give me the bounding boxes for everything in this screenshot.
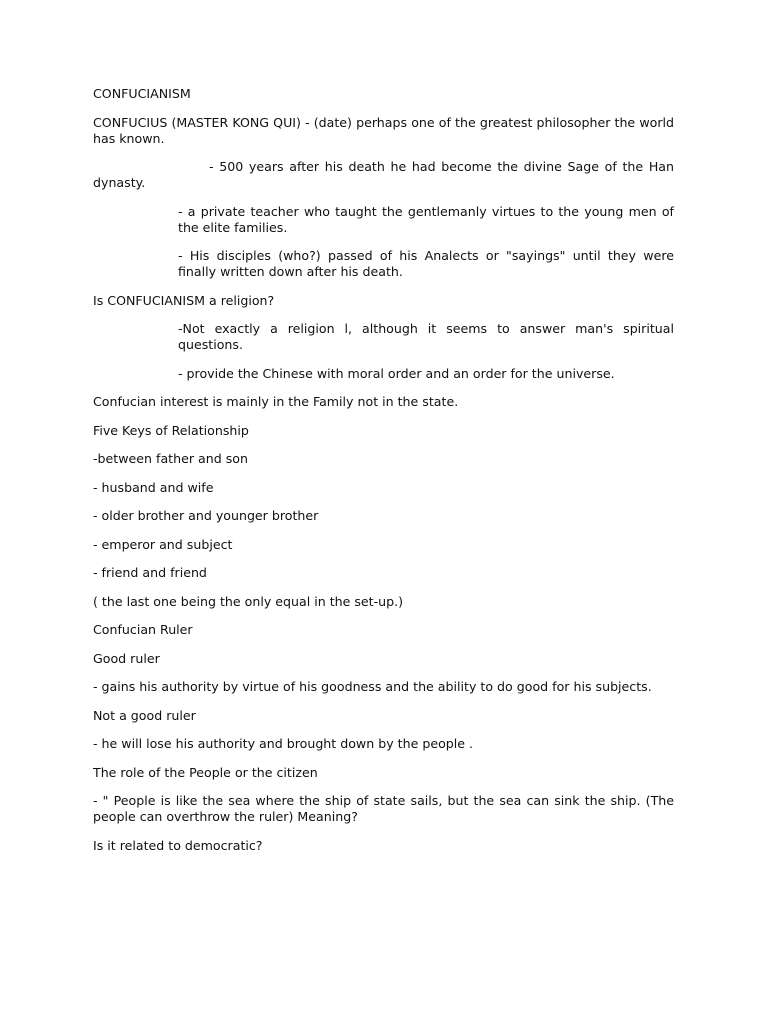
- paragraph-family-interest: Confucian interest is mainly in the Family not in the state.: [93, 394, 459, 409]
- list-item-emperor-subject: - emperor and subject: [93, 536, 233, 552]
- heading-religion-question: Is CONFUCIANISM a religion?: [93, 292, 275, 308]
- paragraph-equal-note: ( the last one being the only equal in the set-up.): [93, 593, 404, 609]
- paragraph-moral-order: - provide the Chinese with moral order and an order for the universe.: [178, 365, 615, 381]
- paragraph-not-religion: -Not exactly a religion l, although it seems to answer man's spiritual questions.: [178, 321, 674, 352]
- paragraph-not-good-ruler: - he will lose his authority and brought down by the people .: [93, 736, 474, 751]
- document-body: [93, 86, 674, 866]
- list-item-father-son: -between father and son: [93, 451, 248, 466]
- paragraph-divine-sage: - 500 years after his death he had become the divine Sage of the Han dynasty.: [93, 159, 674, 190]
- paragraph-democratic-question: Is it related to democratic?: [93, 837, 263, 853]
- paragraph-good-ruler: - gains his authority by virtue of his goodness and the ability to do good for his subjects.: [93, 679, 652, 694]
- document-title: CONFUCIANISM: [93, 86, 191, 101]
- heading-confucian-ruler: Confucian Ruler: [93, 622, 193, 637]
- paragraph-sea-quote: - " People is like the sea where the ship of state sails, but the sea can sink the ship. (The people can overthrow the ruler) Meaning?: [93, 793, 674, 824]
- list-item-husband-wife: - husband and wife: [93, 479, 214, 495]
- heading-good-ruler: Good ruler: [93, 650, 160, 666]
- list-item-friends: - friend and friend: [93, 565, 207, 580]
- heading-not-good-ruler: Not a good ruler: [93, 707, 196, 723]
- heading-role-of-people: The role of the People or the citizen: [93, 764, 318, 780]
- paragraph-disciples: - His disciples (who?) passed of his Analects or "sayings" until they were finally written down after his death.: [178, 248, 674, 279]
- paragraph-private-teacher: - a private teacher who taught the gentlemanly virtues to the young men of the elite families.: [178, 203, 674, 235]
- list-item-brothers: - older brother and younger brother: [93, 508, 319, 523]
- heading-five-keys: Five Keys of Relationship: [93, 422, 249, 438]
- paragraph-confucius-intro: CONFUCIUS (MASTER KONG QUI) - (date) perhaps one of the greatest philosopher the world has known.: [93, 114, 674, 146]
